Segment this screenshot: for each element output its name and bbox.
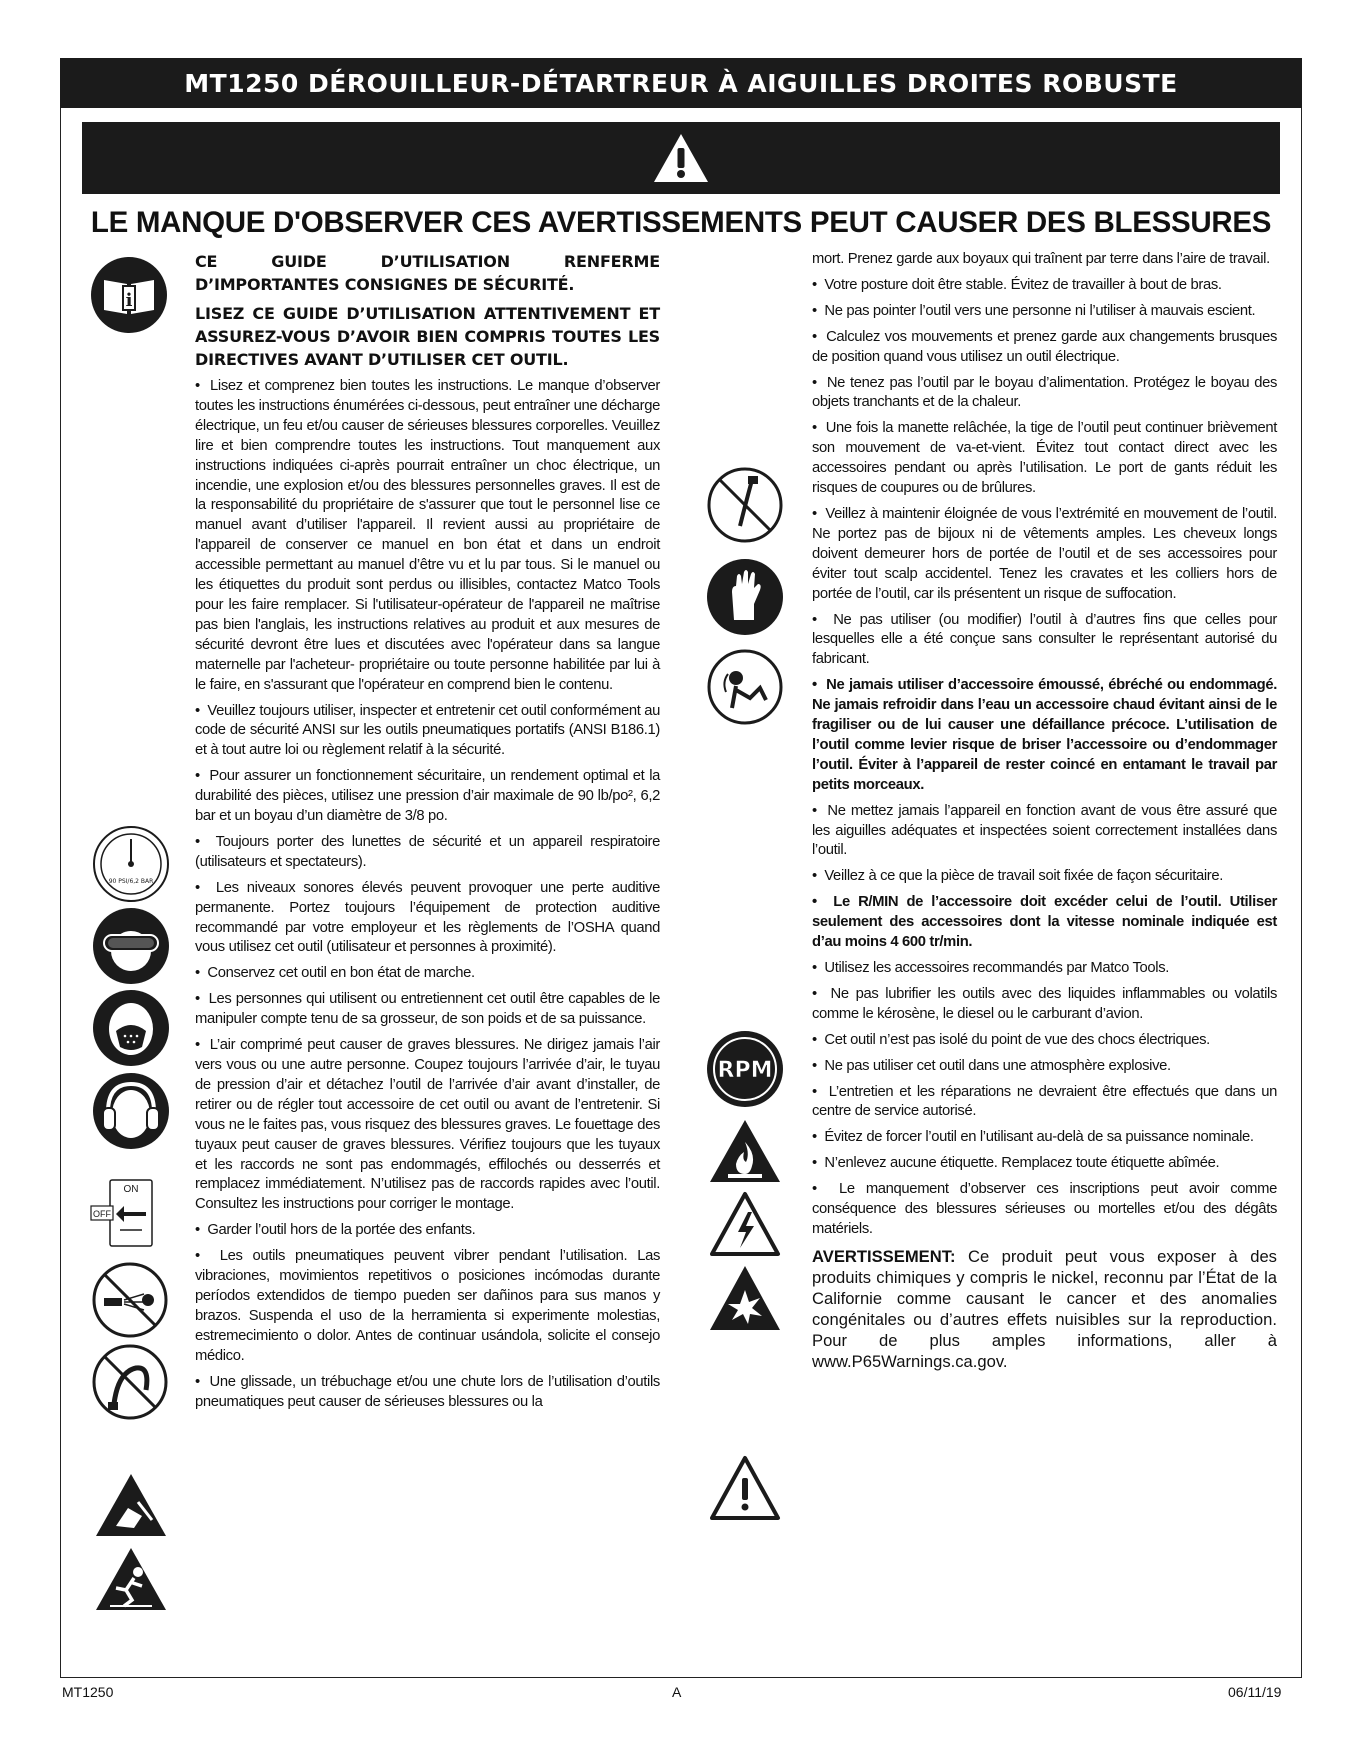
entanglement-hazard-icon [706, 648, 784, 726]
paragraph: • Le R/MIN de l’accessoire doit excéder celui de l’outil. Utiliser seulement des accessoires dont la vitesse nominale indiquée est d’au moins 4 600 tr/min. [812, 893, 1277, 953]
hose-whip-icon [90, 1342, 170, 1422]
gloves-icon [706, 558, 784, 636]
prop65-text: Ce produit peut vous exposer à des produits chimiques y compris le nickel, reconnu par l’État de la Californie comme causant le cancer et des anomalies congénitales ou d’autres effets nuisibles sur la reproduction. Pour de plus amples informations, aller à www.P65Warnings.ca.gov. [812, 1246, 1277, 1371]
footer-date: 06/11/19 [1228, 1684, 1282, 1700]
paragraph: • Évitez de forcer l’outil en l’utilisant au-delà de sa puissance nominale. [812, 1128, 1277, 1148]
paragraph: • Les niveaux sonores élevés peuvent provoquer une perte auditive permanente. Portez toujours l’équipement de protection auditive recommandé par votre employeur et les règlements de l’OSHA quand vous utilisez cet outil (utilisateur et personnes à proximité). [195, 879, 660, 959]
paragraph: • Une glissade, un trébuchage et/ou une chute lors de l’utilisation d’outils pneumatiques peut causer de sérieuses blessures ou la [195, 1373, 660, 1413]
rpm-label: RPM [717, 1058, 773, 1083]
paragraph: • Les personnes qui utilisent ou entretiennent cet outil être capables de le manipuler compte tenu de sa grosseur, de son poids et de sa puissance. [195, 990, 660, 1030]
lead-1: CE GUIDE D’UTILISATION RENFERME D’IMPORTANTES CONSIGNES DE SÉCURITÉ. [195, 252, 660, 294]
respirator-mask-icon [92, 989, 170, 1067]
paragraph: • Veuillez toujours utiliser, inspecter et entretenir cet outil conformément au code de sécurité ANSI sur les outils pneumatiques portatifs (ANSI B186.1) et à tout autre loi ou règlement relatif à la sécurité. [195, 702, 660, 762]
paragraph: • Toujours porter des lunettes de sécurité et un appareil respiratoire (utilisateurs et spectateurs). [195, 833, 660, 873]
paragraph: • Calculez vos mouvements et prenez garde aux changements brusques de position quand vous utilisez un outil électrique. [812, 328, 1277, 368]
paragraph: • Ne pas lubrifier les outils avec des liquides inflammables ou volatils comme le kérosène, le diesel ou le carburant d’avion. [812, 985, 1277, 1025]
paragraph: • L’entretien et les réparations ne devraient être effectués que dans un centre de service autorisé. [812, 1083, 1277, 1123]
document-title [60, 58, 1302, 108]
slip-trip-fall-icon [94, 1546, 168, 1612]
paragraph: mort. Prenez garde aux boyaux qui traînent par terre dans l’aire de travail. [812, 251, 1270, 267]
paragraph: • Conservez cet outil en bon état de marche. [195, 964, 660, 984]
vibration-hazard-icon [94, 1472, 168, 1538]
warning-triangle-icon [652, 131, 710, 185]
title-text: MT1250 DÉROUILLEUR-DÉTARTREUR À AIGUILLES DROITES ROBUSTE [184, 68, 1178, 98]
read-manual-icon [90, 256, 168, 334]
electric-shock-hazard-icon [708, 1190, 782, 1258]
paragraph: • L’air comprimé peut causer de graves blessures. Ne dirigez jamais l’air vers vous ou une autre personne. Coupez toujours l’arrivée d’air, le tuyau de pression d’air et détachez l’outil de l’arrivée d’air avant d’installer, de retirer ou de régler tout accessoire de cet outil ou avant de l’entretenir. Si vous ne le faites pas, vous risquez des blessures graves. Le fouettage des tuyaux peut causer de graves blessures. Vérifiez toujours que les tuyaux et les raccords ne sont pas endommagés, effilochés ou desserrés et remplacez immédiatement. N’utilisez pas de raccords rapides avec l’outil. Consultez les instructions pour corriger le montage. [195, 1036, 660, 1215]
paragraph: • Ne tenez pas l’outil par le boyau d’alimentation. Protégez le boyau des objets tranchants et de la chaleur. [812, 374, 1277, 414]
paragraph: • Ne jamais utiliser d’accessoire émoussé, ébréché ou endommagé. Ne jamais refroidir dans l’eau un accessoire chaud évitant ainsi de le fragiliser ou de lui causer une défaillance précoce. L’utilisation de l’outil comme levier risque de briser l’accessoire ou d’endommager l’outil. Éviter à l’appareil de rester coincé en entamant le travail par petits morceaux. [812, 676, 1277, 795]
headline: LE MANQUE D'OBSERVER CES AVERTISSEMENTS PEUT CAUSER DES BLESSURES [90, 206, 1272, 239]
paragraph: • Une fois la manette relâchée, la tige de l’outil peut continuer brièvement son mouvement de va-et-vient. Évitez tout contact direct avec les accessoires pendant ou après l’utilisation. Le port de gants réduit les risques de coupures ou de brûlures. [812, 419, 1277, 499]
paragraph: • Veillez à ce que la pièce de travail soit fixée de façon sécuritaire. [812, 867, 1277, 887]
paragraph: • Ne mettez jamais l’appareil en fonction avant de vous être assuré que les aiguilles adéquates et inspectées soient correctement installées dans l’outil. [812, 802, 1277, 862]
rpm-icon [706, 1030, 784, 1108]
explosion-hazard-icon [708, 1264, 782, 1332]
safety-goggles-icon [92, 907, 170, 985]
paragraph: • N’enlevez aucune étiquette. Remplacez toute étiquette abîmée. [812, 1154, 1277, 1174]
warning-banner [82, 122, 1280, 194]
paragraph: • Veillez à maintenir éloignée de vous l’extrémité en mouvement de l’outil. Ne portez pas de bijoux ni de vêtements amples. Les cheveux longs doivent demeurer hors de portée de l’outil et de ses accessoires pour éviter tout scalp accidentel. Tenez les cravates et les colliers hors de portée de l’outil, car ils présentent un risque de suffocation. [812, 505, 1277, 605]
paragraph: • Cet outil n’est pas isolé du point de vue des chocs électriques. [812, 1031, 1277, 1051]
right-column [812, 250, 1277, 1378]
footer-page: A [672, 1684, 682, 1700]
switch-off-label: OFF [93, 1209, 111, 1219]
paragraph: • Votre posture doit être stable. Évitez de travailler à bout de bras. [812, 276, 1277, 296]
ear-protection-icon [92, 1072, 170, 1150]
no-carry-by-hose-icon [706, 466, 784, 544]
prop65-warning [812, 1246, 1277, 1372]
flammable-hazard-icon [708, 1118, 782, 1184]
paragraph: • Garder l’outil hors de la portée des enfants. [195, 1221, 660, 1241]
paragraph: • Pour assurer un fonctionnement sécuritaire, un rendement optimal et la durabilité des pièces, utilisez une pression d’air maximale de 90 lb/po², 6,2 bar et un boyau d’un diamètre de 3/8 po. [195, 767, 660, 827]
caution-triangle-icon [708, 1454, 782, 1522]
pressure-gauge-icon [92, 825, 170, 903]
footer-model: MT1250 [62, 1684, 114, 1700]
paragraph: • Utilisez les accessoires recommandés par Matco Tools. [812, 959, 1277, 979]
paragraph: • Ne pas utiliser cet outil dans une atmosphère explosive. [812, 1057, 1277, 1077]
paragraph: • Lisez et comprenez bien toutes les instructions. Le manque d’observer toutes les instructions énumérées ci-dessous, peut entraîner une décharge électrique, un feu et/ou causer de sérieuses blessures corporelles. Veuillez lire et bien comprendre toutes les instructions. Tout manquement aux instructions indiquées ci-après pourrait entraîner un choc électrique, un incendie, une explosion et/ou des blessures personnelles graves. Il est de la responsabilité du propriétaire de s'assurer que tout le personnel lise ce manuel avant d’utiliser l'appareil. Il revient aussi au propriétaire de l'appareil de conserver ce manuel en bon état et dans un endroit accessible permettant au manuel d’être vu et lu par tous. Si le manuel ou les étiquettes du produit sont perdus ou illisibles, contactez Matco Tools pour les faire remplacer. Si l'utilisateur-opérateur de l'appareil ne maîtrise pas bien l'anglais, les instructions relatives au produit et aux mesures de sécurité devront être lues et discutées avec l'opérateur dans sa langue maternelle par l'acheteur- propriétaire ou toute personne habilitée par lui à le faire, en s'assurant que l'opérateur en comprend bien le contenu. [195, 377, 660, 696]
gauge-label: 90 PSI/6,2 BAR [108, 878, 154, 885]
paragraph: • Les outils pneumatiques peuvent vibrer pendant l’utilisation. Las vibraciones, movimientos repetitivos o posiciones incómodas durante períodos extendidos de tiempo pueden ser dañinos para sus manos y brazos. Suspenda el uso de la herramienta si experimente molestias, estremecimiento o dolor. Antes de continuar usándola, solicite el consejo médico. [195, 1247, 660, 1366]
paragraph: • Ne pas utiliser (ou modifier) l’outil à d’autres fins que celles pour lesquelles elle a été conçue sans consulter le représentant autorisé du fabricant. [812, 611, 1277, 671]
svg-text:i: i [125, 290, 133, 311]
prop65-label: AVERTISSEMENT: [812, 1246, 956, 1266]
switch-on-label: ON [123, 1184, 139, 1195]
air-shutoff-icon [90, 1178, 170, 1250]
paragraph: • Le manquement d’observer ces inscriptions peut avoir comme conséquence des blessures sérieuses ou mortelles et/ou des dégâts matériels. [812, 1180, 1277, 1240]
paragraph: • Ne pas pointer l’outil vers une personne ni l’utiliser à mauvais escient. [812, 302, 1277, 322]
no-air-at-person-icon [90, 1260, 170, 1340]
left-column [195, 250, 660, 1418]
lead-2: LISEZ CE GUIDE D’UTILISATION ATTENTIVEMENT ET ASSUREZ-VOUS D’AVOIR BIEN COMPRIS TOUTES LES DIRECTIVES AVANT D’UTILISER CET OUTIL. [195, 304, 660, 369]
